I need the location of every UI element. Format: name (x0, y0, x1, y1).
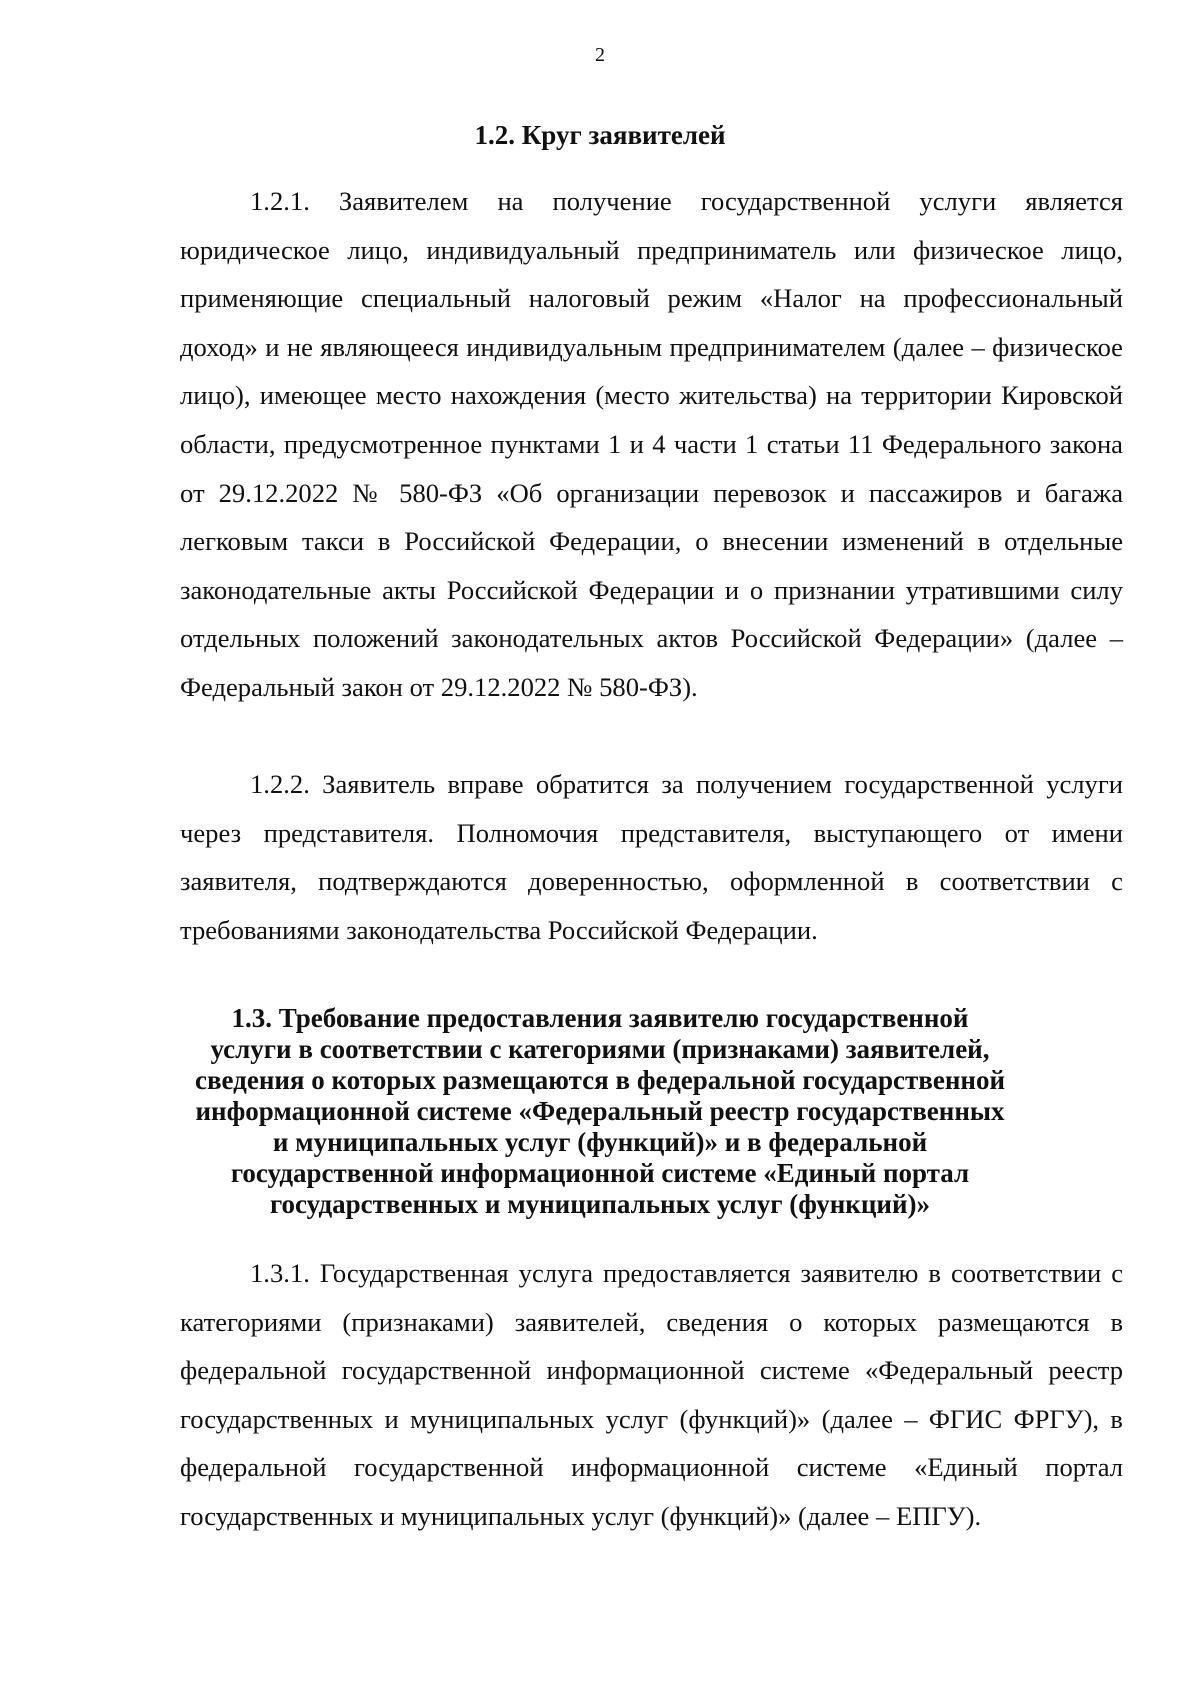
section-title-1-3-line: государственных и муниципальных услуг (функций)» (269, 1189, 931, 1219)
section-title-1-3-line: государственной информационной системе «Единый портал (230, 1158, 970, 1188)
section-title-1-3-line: и муниципальных услуг (функций)» и в федеральной (272, 1127, 928, 1157)
section-title-1-3 (180, 1003, 1020, 1220)
section-title-1-3-line: сведения о которых размещаются в федеральной государственной (194, 1065, 1005, 1095)
section-title-1-3-line: информационной системе «Федеральный реестр государственных (195, 1096, 1005, 1126)
paragraph-1-2-2: 1.2.2. Заявитель вправе обратится за получением государственной услуги через представителя. Полномочия представителя, выступающего от имени заявителя, подтверждаются доверенностью, оформленной в соответствии с требованиями законодательства Российской Федерации. (180, 769, 1123, 945)
section-title-1-3-line: 1.3. Требование предоставления заявителю государственной (231, 1003, 969, 1033)
paragraph-1-2-1: 1.2.1. Заявителем на получение государственной услуги является юридическое лицо, индивидуальный предприниматель или физическое лицо, применяющие специальный налоговый режим «Налог на профессиональный доход» и не являющееся индивидуальным предпринимателем (далее – физическое лицо), имеющее место нахождения (место жительства) на территории Кировской области, предусмотренное пунктами 1 и 4 части 1 статьи 11 Федерального закона от 29.12.2022 № 580-ФЗ «Об организации перевозок и пассажиров и багажа легковым такси в Российской Федерации, о внесении изменений в отдельные законодательные акты Российской Федерации и о признании утратившими силу отдельных положений законодательных актов Российской Федерации» (далее – Федеральный закон от 29.12.2022 № 580-ФЗ). (180, 186, 1123, 702)
page-number: 2 (595, 44, 605, 66)
paragraph-1-3-1: 1.3.1. Государственная услуга предоставляется заявителю в соответствии с категориями (признаками) заявителей, сведения о которых размещаются в федеральной государственной информационной системе «Федеральный реестр государственных и муниципальных услуг (функций)» (далее – ФГИС ФРГУ), в федеральной государственной информационной системе «Единый портал государственных и муниципальных услуг (функций)» (далее – ЕПГУ). (180, 1258, 1123, 1531)
section-title-1-2: 1.2. Круг заявителей (474, 120, 726, 150)
section-title-1-3-line: услуги в соответствии с категориями (признаками) заявителей, (210, 1034, 990, 1064)
